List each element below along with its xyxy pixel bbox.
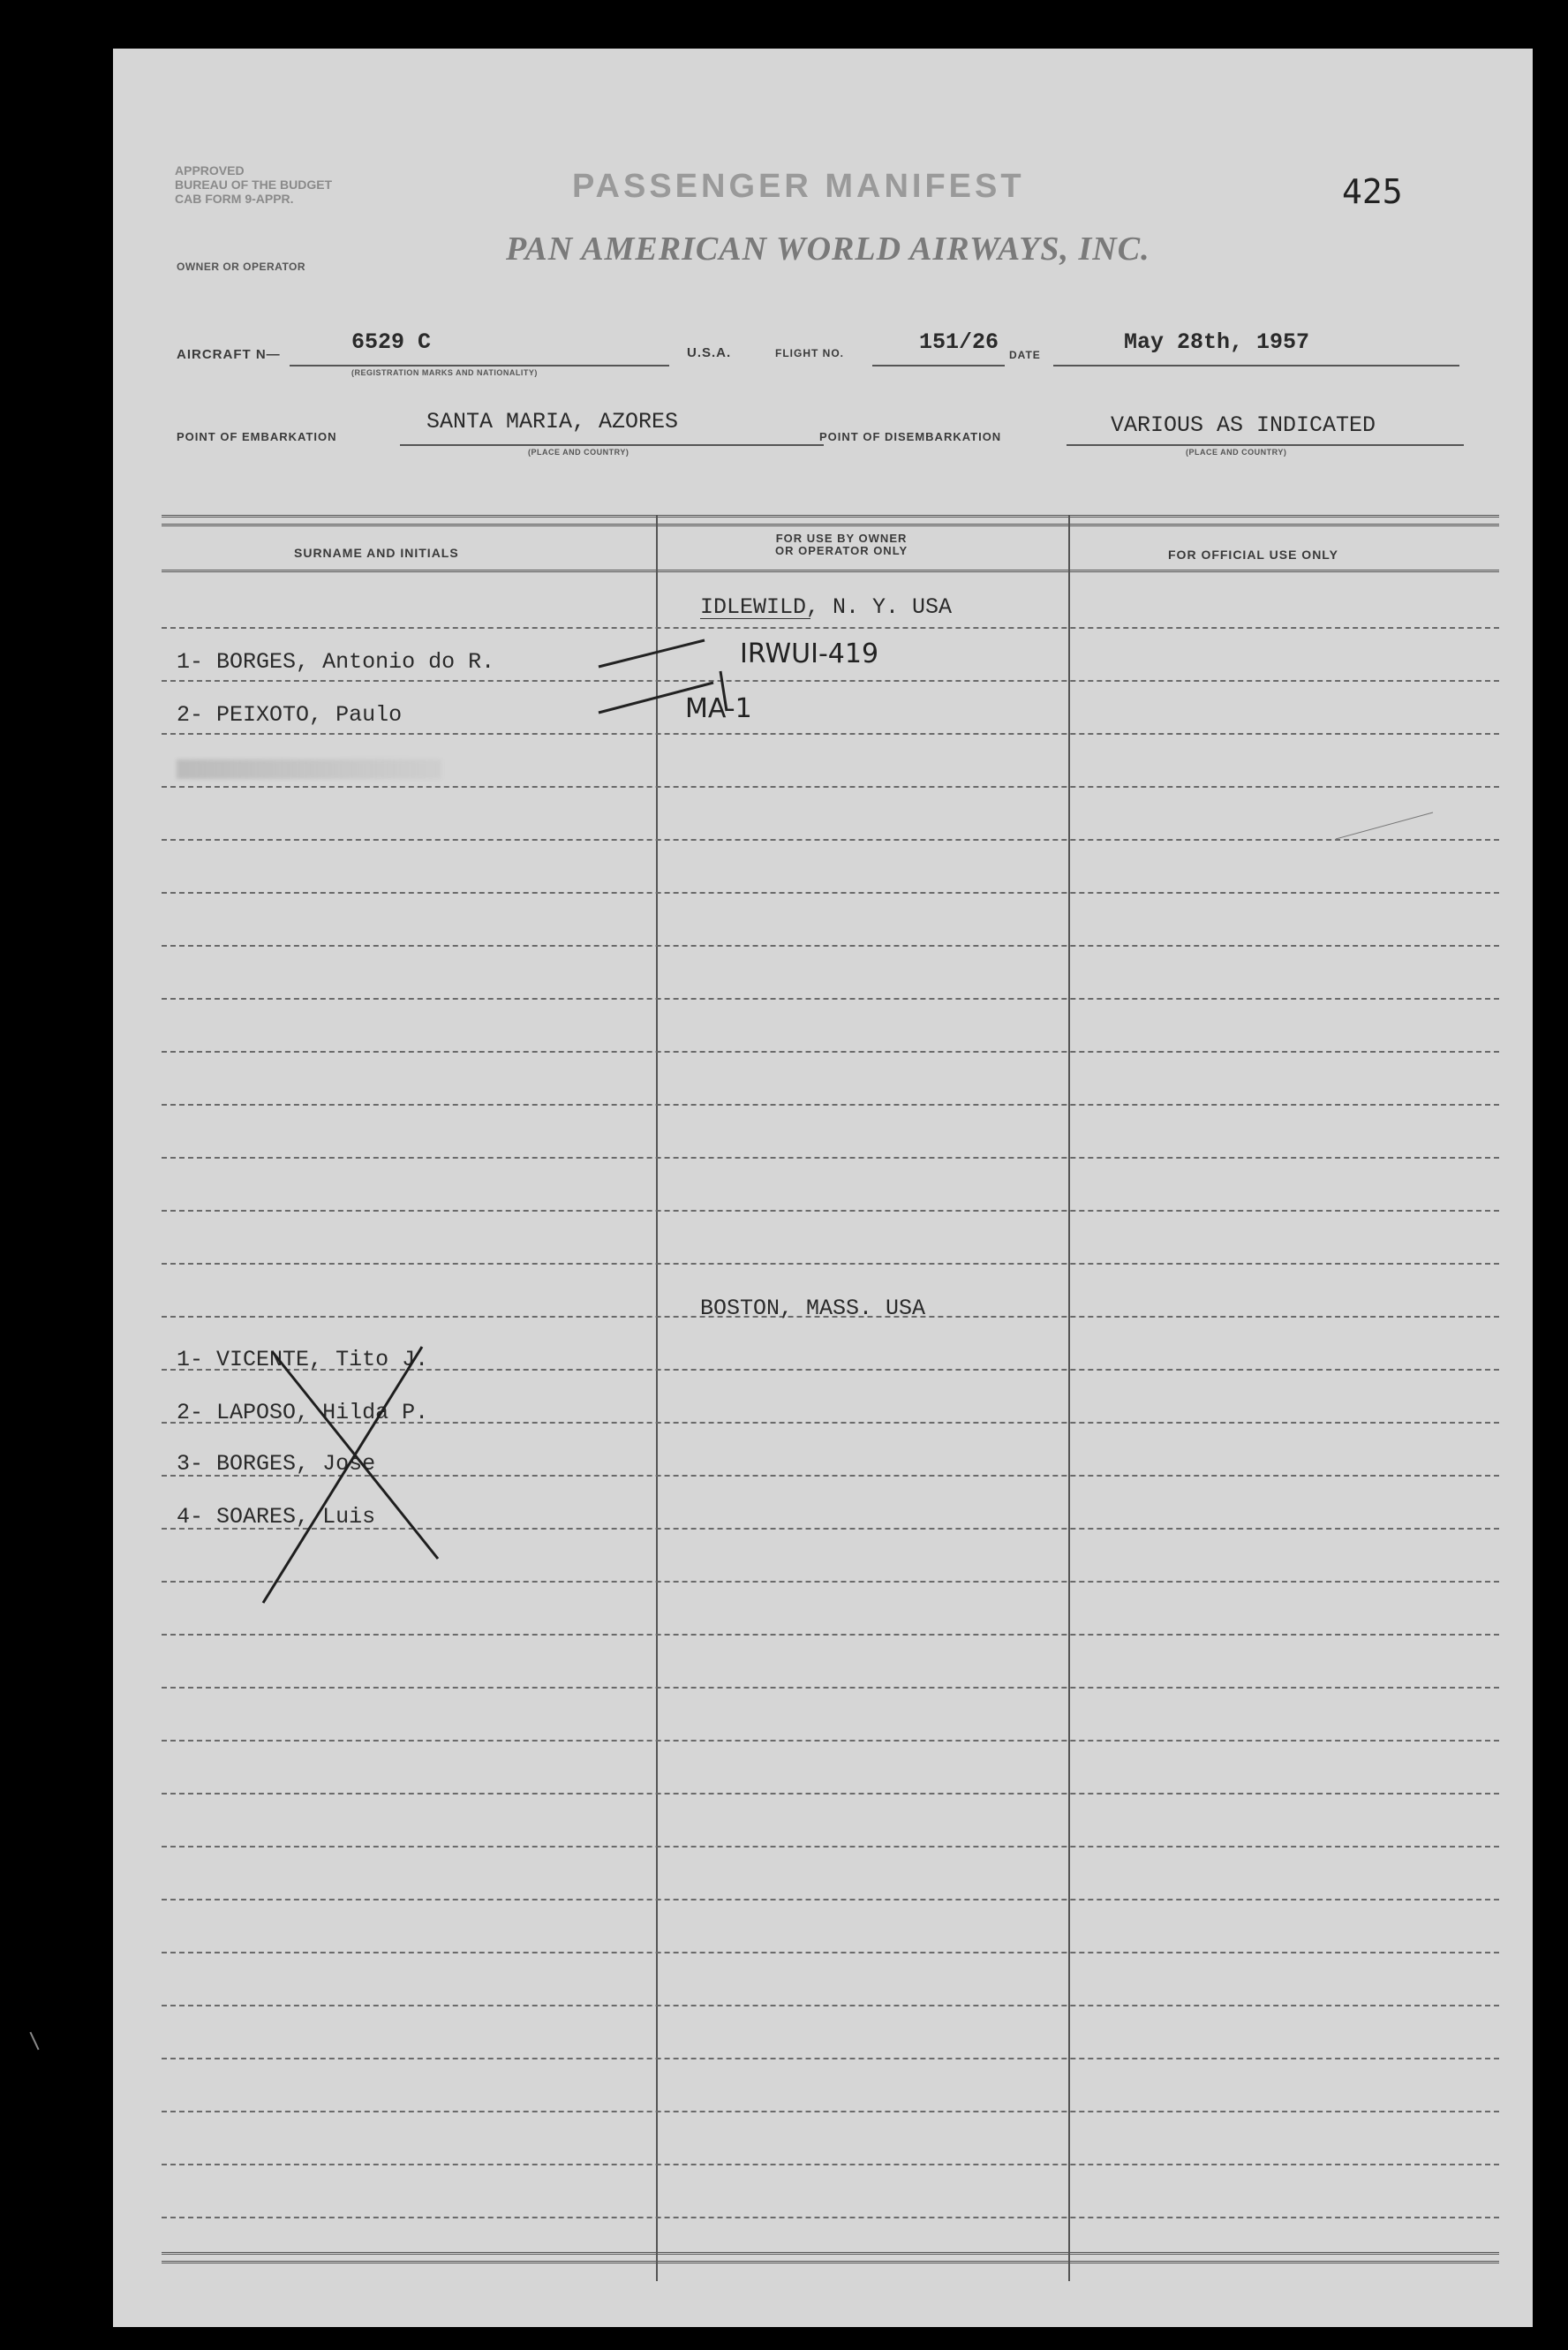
ruled-line: [162, 1210, 1499, 1212]
ruled-line: [162, 786, 1499, 788]
ruled-line: [162, 1687, 1499, 1689]
col-operator-header-line1: FOR USE BY OWNER: [775, 532, 908, 545]
flight-number: 151/26: [919, 329, 999, 355]
ruled-line: [162, 2058, 1499, 2059]
col-official-header: FOR OFFICIAL USE ONLY: [1168, 548, 1338, 562]
margin-mark: [29, 2032, 39, 2051]
stray-mark: [1331, 808, 1437, 843]
ruled-line: [162, 2005, 1499, 2006]
passenger-number: 1-: [177, 649, 204, 675]
cross-out-mark: [245, 1329, 457, 1612]
ruled-line: [162, 1157, 1499, 1159]
ruled-line: [162, 627, 1499, 629]
passenger-row: [177, 702, 402, 728]
passenger-surname: BORGES,: [216, 1451, 310, 1477]
ruled-line: [162, 1051, 1499, 1053]
ruled-line: [162, 1793, 1499, 1795]
passenger-row: [177, 649, 494, 675]
approval-block: [175, 163, 332, 206]
ruled-line: [162, 1846, 1499, 1848]
embarkation-label: POINT OF EMBARKATION: [177, 430, 337, 443]
aircraft-label: AIRCRAFT N—: [177, 347, 281, 362]
ruled-line: [162, 680, 1499, 682]
disembarkation-sublabel: (PLACE AND COUNTRY): [1186, 448, 1287, 457]
ruled-line: [162, 839, 1499, 841]
col-operator-header: [775, 533, 908, 557]
manifest-page: [113, 49, 1533, 2327]
operator-name: PAN AMERICAN WORLD AIRWAYS, INC.: [506, 230, 1150, 268]
ruled-line: [162, 2111, 1499, 2112]
passenger-number: 3-: [177, 1451, 204, 1477]
disembarkation-label: POINT OF DISEMBARKATION: [819, 430, 1002, 443]
ruled-line: [162, 1634, 1499, 1636]
ruled-line: [162, 733, 1499, 735]
passenger-surname: SOARES,: [216, 1504, 310, 1530]
passenger-number: 4-: [177, 1504, 204, 1530]
col-operator-header-line2: OR OPERATOR ONLY: [775, 544, 908, 557]
aircraft-registration: 6529 C: [351, 329, 432, 355]
handwritten-note: MA-1: [685, 693, 752, 724]
approval-line-2: BUREAU OF THE BUDGET: [175, 178, 333, 192]
embarkation-value: SANTA MARIA, AZORES: [426, 409, 679, 434]
ruled-line: [162, 945, 1499, 947]
handwritten-marks: [590, 623, 766, 746]
passenger-given-name: Tito J.: [335, 1347, 429, 1372]
date-label: DATE: [1009, 349, 1041, 361]
passenger-surname: LAPOSO,: [216, 1400, 310, 1425]
handwritten-note: IRWUI-419: [740, 639, 879, 669]
ruled-line: [162, 892, 1499, 894]
passenger-given-name: Antonio do R.: [322, 649, 495, 675]
approval-line-3: CAB FORM 9-APPR.: [175, 192, 294, 206]
flight-date: May 28th, 1957: [1124, 329, 1310, 355]
embarkation-sublabel: (PLACE AND COUNTRY): [528, 448, 629, 457]
approval-line-1: APPROVED: [175, 163, 245, 178]
ruled-line: [162, 998, 1499, 1000]
passenger-surname: BORGES,: [216, 649, 310, 675]
ruled-line: [162, 2217, 1499, 2218]
registration-sublabel: (REGISTRATION MARKS AND NATIONALITY): [351, 368, 538, 377]
disembarkation-value: VARIOUS AS INDICATED: [1111, 412, 1376, 438]
ruled-line: [162, 2164, 1499, 2165]
ruled-line: [162, 1740, 1499, 1742]
ruled-line: [162, 1899, 1499, 1900]
ruled-line: [162, 1263, 1499, 1265]
ruled-line: [162, 1104, 1499, 1106]
passenger-given-name: Luis: [322, 1504, 376, 1530]
flight-label: FLIGHT NO.: [775, 347, 844, 359]
passenger-number: 1-: [177, 1347, 204, 1372]
passenger-given-name: Hilda P.: [322, 1400, 429, 1425]
faded-entry: [177, 759, 441, 779]
country-label: U.S.A.: [687, 345, 732, 360]
group2-destination: BOSTON, MASS. USA: [700, 1296, 926, 1321]
passenger-number: 2-: [177, 1400, 204, 1425]
passenger-given-name: Jose: [322, 1451, 376, 1477]
passenger-given-name: Paulo: [335, 702, 403, 728]
passenger-number: 2-: [177, 702, 204, 728]
owner-label: OWNER OR OPERATOR: [177, 261, 306, 273]
col-surname-header: SURNAME AND INITIALS: [294, 546, 459, 560]
ruled-line: [162, 1952, 1499, 1953]
passenger-surname: PEIXOTO,: [216, 702, 323, 728]
passenger-surname: VICENTE,: [216, 1347, 323, 1372]
page-title: PASSENGER MANIFEST: [572, 168, 1025, 205]
page-number: 425: [1342, 172, 1403, 211]
group1-destination: IDLEWILD, N. Y. USA: [700, 594, 953, 620]
